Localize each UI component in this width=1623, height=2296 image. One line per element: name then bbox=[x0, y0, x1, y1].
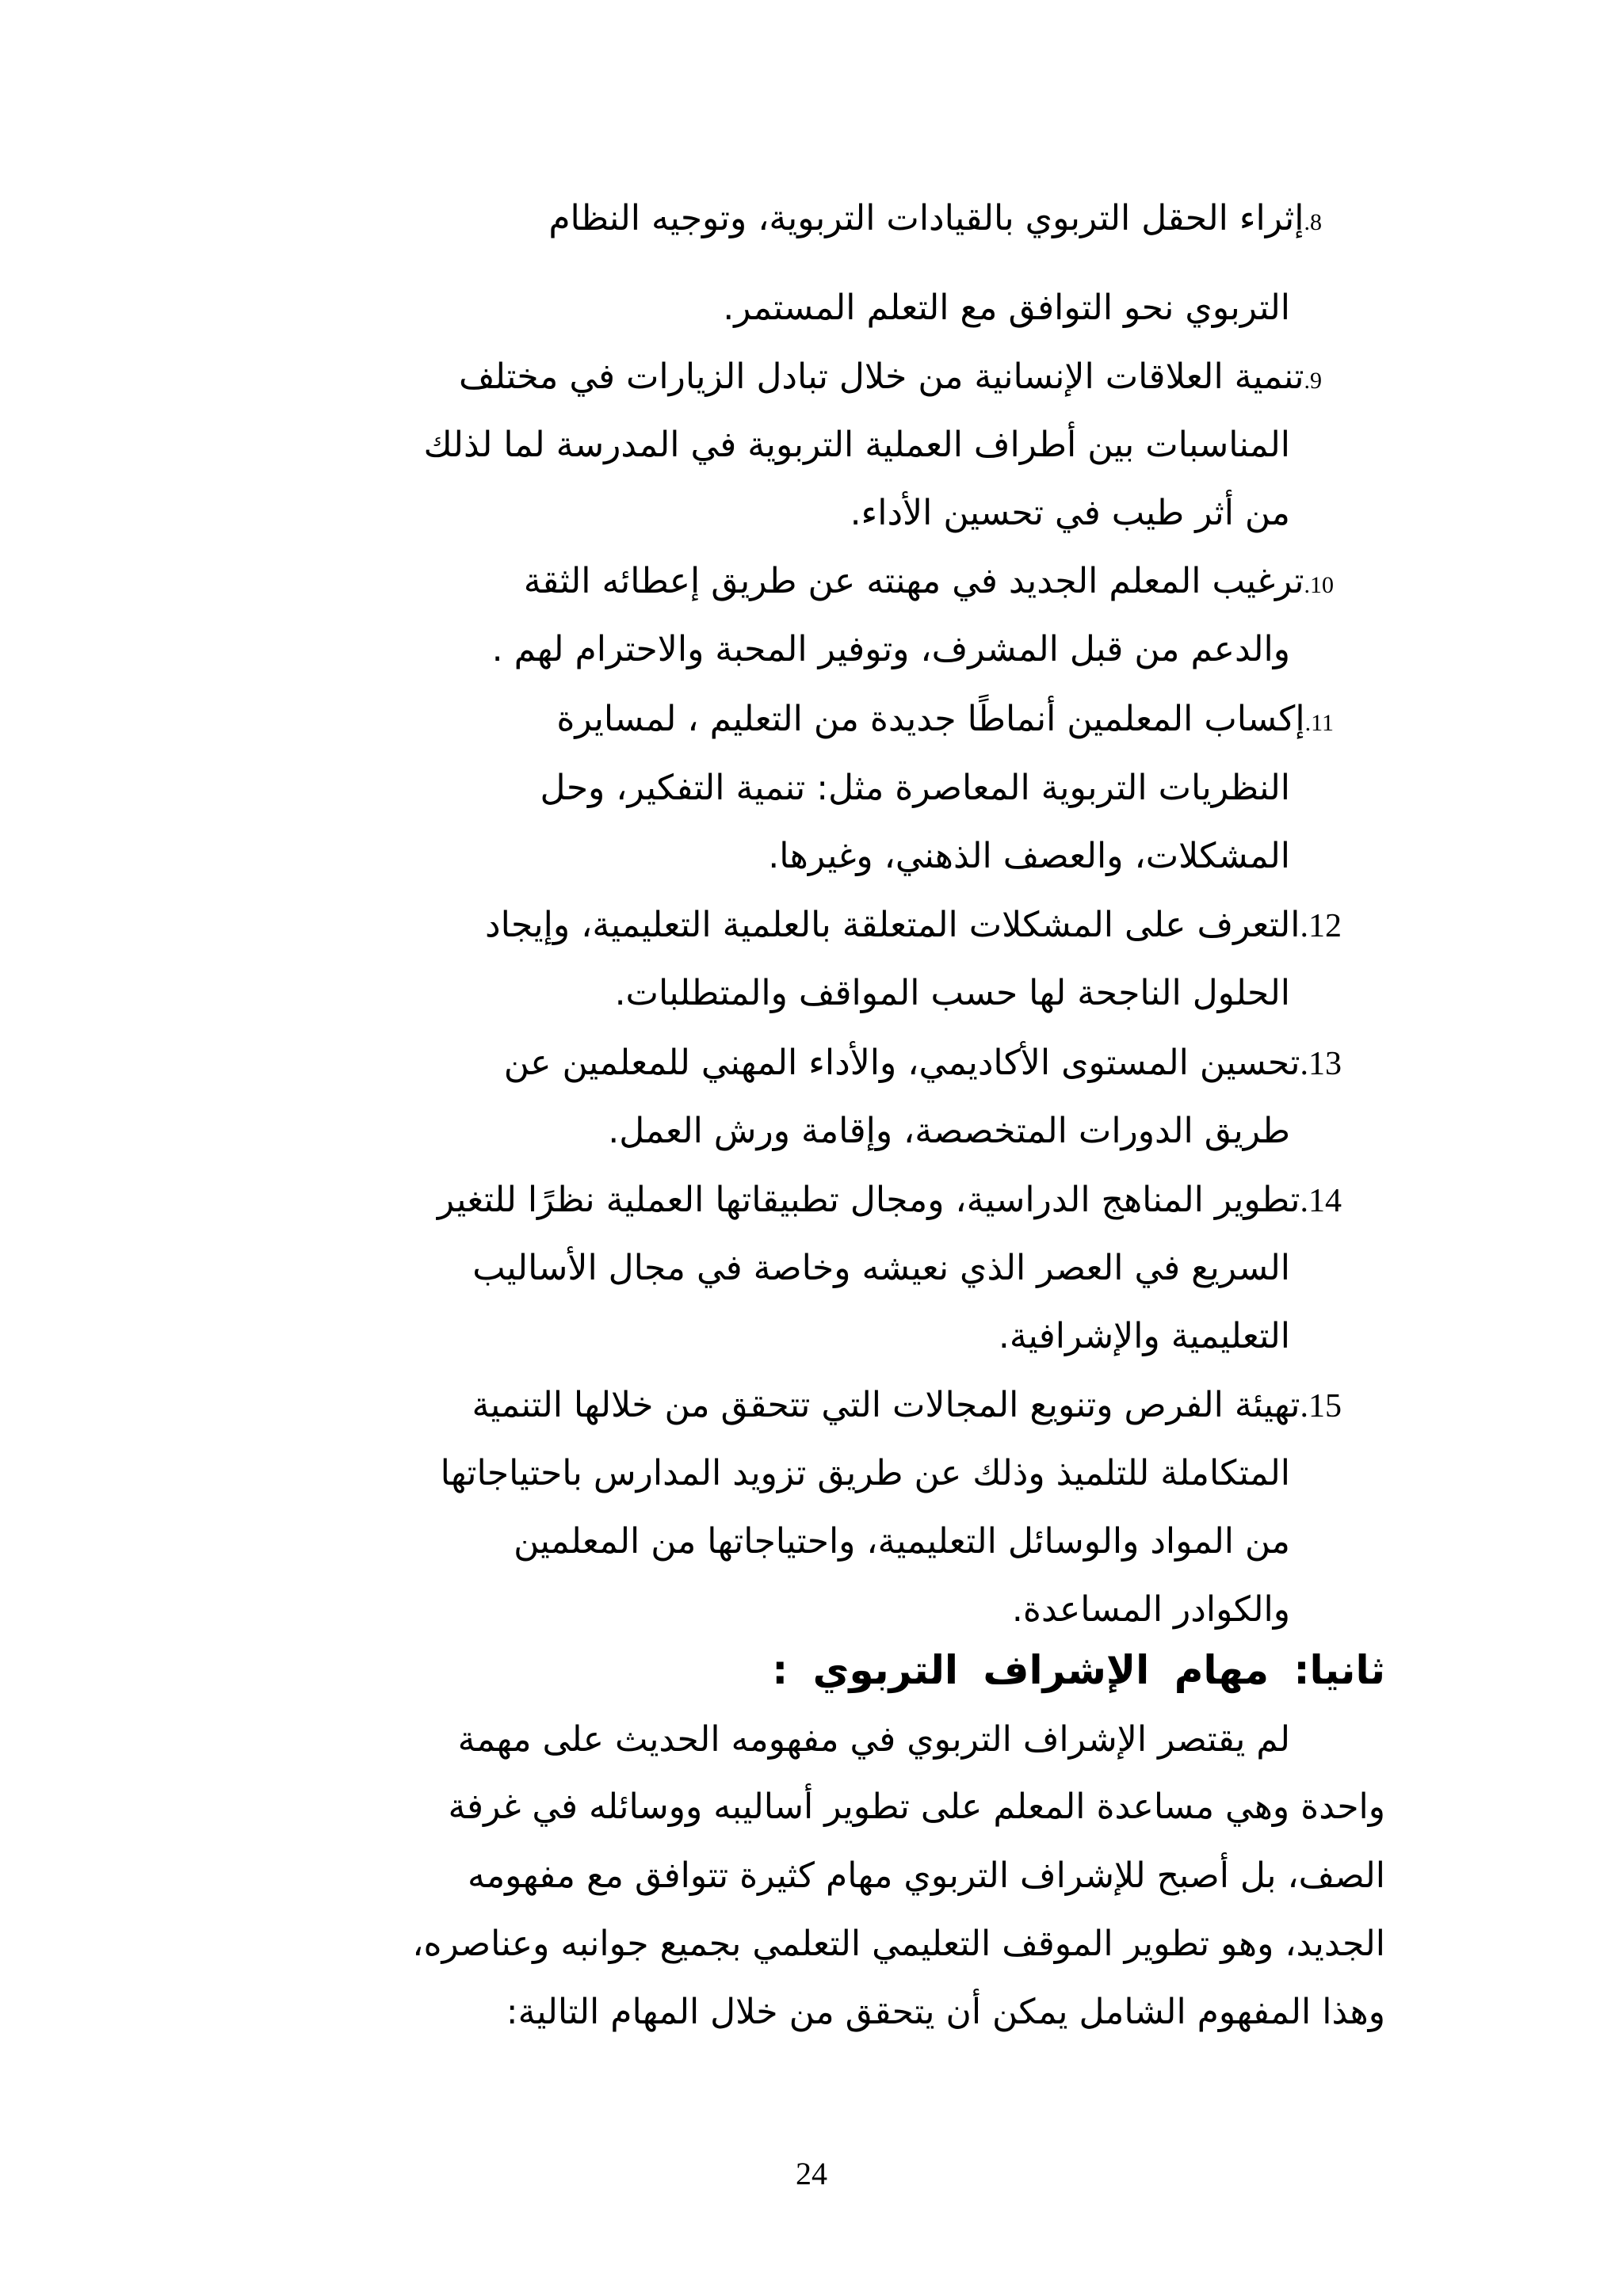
item-text: تحسين المستوى الأكاديمي، والأداء المهني للمعلمين عن bbox=[503, 1043, 1300, 1083]
item-text: تنمية العلاقات الإنسانية من خلال تبادل الزيارات في مختلف bbox=[458, 357, 1304, 397]
item-number: 10. bbox=[1304, 572, 1334, 598]
paragraph-line-3: الصف، بل أصبح للإشراف التربوي مهام كثيرة تتوافق مع مفهومه bbox=[467, 1855, 1385, 1896]
list-item-8-line-2: التربوي نحو التوافق مع التعلم المستمر. bbox=[723, 288, 1290, 328]
paragraph-line-1: لم يقتصر الإشراف التربوي في مفهومه الحديث على مهمة bbox=[457, 1719, 1290, 1760]
paragraph-line-5: وهذا المفهوم الشامل يمكن أن يتحقق من خلال المهام التالية: bbox=[506, 1992, 1385, 2032]
item-text: إكساب المعلمين أنماطًا جديدة من التعليم ، لمسايرة bbox=[556, 699, 1305, 739]
item-text: ترغيب المعلم الجديد في مهنته عن طريق إعطائه الثقة bbox=[523, 561, 1304, 601]
section-heading: ثانيا: مهام الإشراف التربوي : bbox=[772, 1647, 1385, 1693]
list-item-9-line-2: المناسبات بين أطراف العملية التربوية في المدرسة لما لذلك bbox=[423, 425, 1290, 465]
list-item-10-line-1 bbox=[524, 559, 1334, 607]
item-number: 9. bbox=[1304, 368, 1322, 394]
list-item-12-line-1 bbox=[485, 903, 1342, 951]
list-item-9-line-1 bbox=[459, 355, 1322, 402]
list-item-15-line-3: من المواد والوسائل التعليمية، واحتياجاتها من المعلمين bbox=[514, 1521, 1290, 1562]
list-item-11-line-1 bbox=[556, 697, 1334, 745]
item-number: 13. bbox=[1300, 1046, 1342, 1082]
list-item-13-line-1 bbox=[504, 1041, 1342, 1089]
item-number: 15. bbox=[1300, 1388, 1342, 1425]
item-number: 12. bbox=[1300, 908, 1342, 944]
paragraph-line-4: الجديد، وهو تطوير الموقف التعليمي التعلمي بجميع جوانبه وعناصره، bbox=[412, 1924, 1385, 1964]
item-number: 11. bbox=[1304, 710, 1334, 736]
list-item-12-line-2: الحلول الناجحة لها حسب المواقف والمتطلبات. bbox=[614, 973, 1290, 1013]
item-text: تهيئة الفرص وتنويع المجالات التي تتحقق من خلالها التنمية bbox=[472, 1385, 1300, 1425]
item-text: تطوير المناهج الدراسية، ومجال تطبيقاتها العملية نظرًا للتغير bbox=[437, 1180, 1300, 1220]
list-item-15-line-1 bbox=[472, 1383, 1342, 1431]
list-item-10-line-2: والدعم من قبل المشرف، وتوفير المحبة والاحترام لهم . bbox=[491, 629, 1290, 669]
list-item-8-line-1 bbox=[548, 196, 1322, 244]
item-text: إثراء الحقل التربوي بالقيادات التربوية، وتوجيه النظام bbox=[548, 198, 1304, 238]
page-number: 24 bbox=[796, 2156, 827, 2191]
list-item-14-line-3: التعليمية والإشرافية. bbox=[998, 1316, 1290, 1356]
list-item-14-line-2: السريع في العصر الذي نعيشه وخاصة في مجال الأساليب bbox=[472, 1248, 1290, 1288]
list-item-15-line-4: والكوادر المساعدة. bbox=[1011, 1589, 1290, 1630]
list-item-13-line-2: طريق الدورات المتخصصة، وإقامة ورش العمل. bbox=[608, 1111, 1290, 1151]
item-number: 8. bbox=[1304, 209, 1322, 235]
item-number: 14. bbox=[1300, 1183, 1342, 1219]
list-item-11-line-2: النظريات التربوية المعاصرة مثل: تنمية التفكير، وحل bbox=[540, 768, 1290, 808]
list-item-15-line-2: المتكاملة للتلميذ وذلك عن طريق تزويد المدارس باحتياجاتها bbox=[440, 1453, 1290, 1493]
list-item-14-line-1 bbox=[437, 1178, 1342, 1226]
list-item-11-line-3: المشكلات، والعصف الذهني، وغيرها. bbox=[768, 836, 1290, 876]
item-text: التعرف على المشكلات المتعلقة بالعلمية التعليمية، وإيجاد bbox=[485, 905, 1300, 945]
list-item-9-line-3: من أثر طيب في تحسين الأداء. bbox=[850, 493, 1290, 533]
paragraph-line-2: واحدة وهي مساعدة المعلم على تطوير أساليبه ووسائله في غرفة bbox=[448, 1787, 1385, 1827]
